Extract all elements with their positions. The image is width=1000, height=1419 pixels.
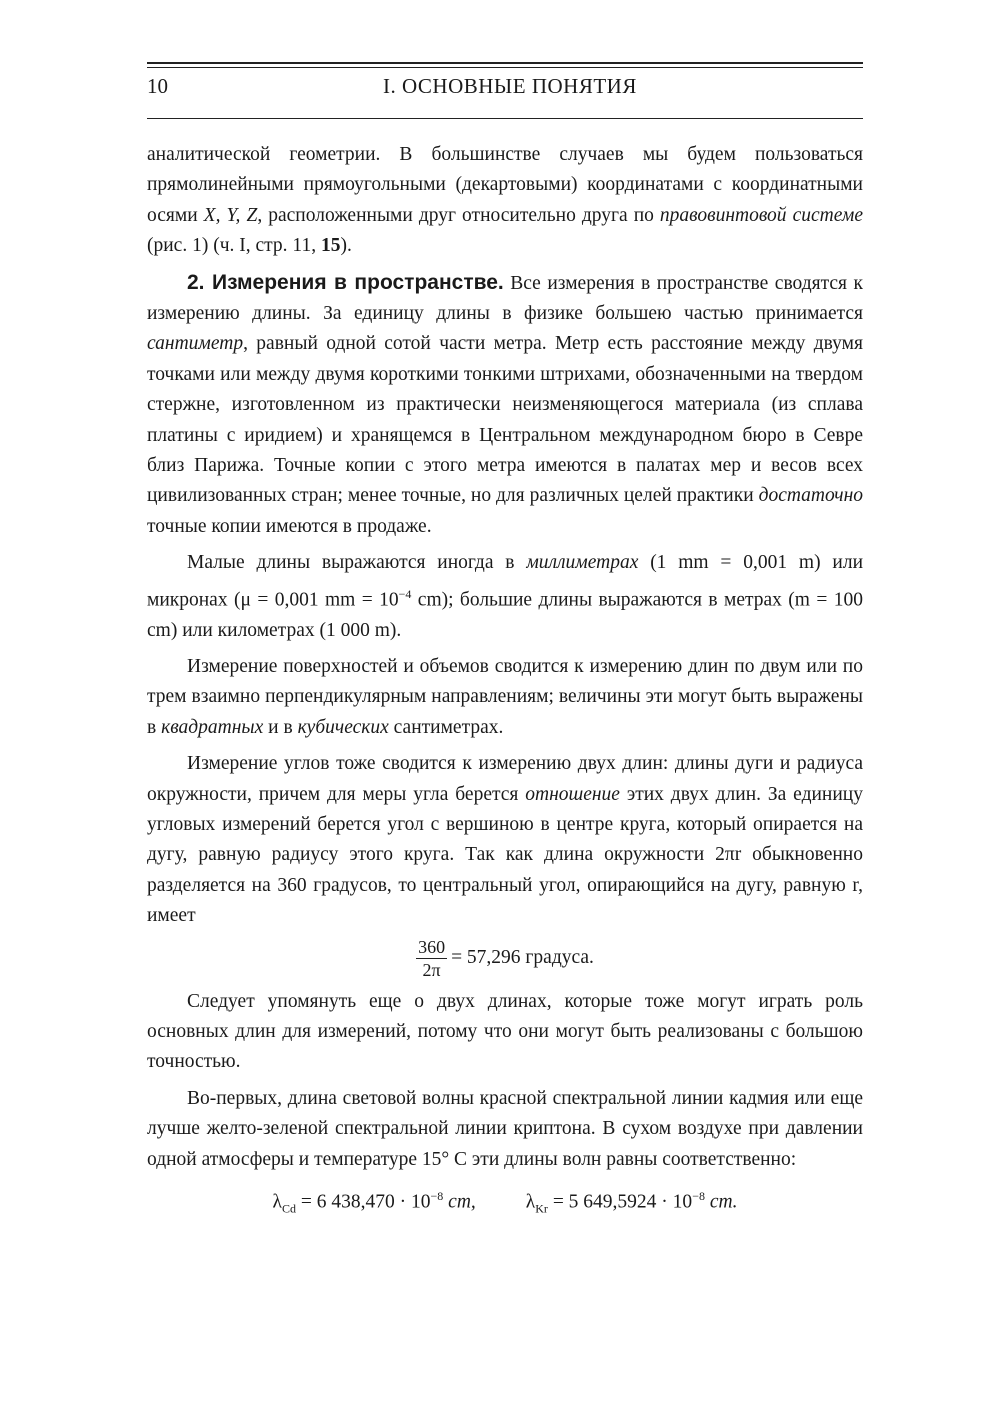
text-span: Измерение поверхностей и объемов сводится к измерению длин по двум или по трем взаимно перпендикулярным направлениям; величины эти могут быть выражены в	[147, 656, 863, 738]
header-underline	[147, 118, 863, 119]
text-span: (рис. 1) (ч. I, стр. 11,	[147, 235, 321, 257]
formula-wavelengths	[147, 1181, 863, 1224]
paragraph-6	[147, 987, 863, 1078]
page-body	[147, 140, 863, 1230]
text-span: этих двух длин. За единицу угловых измерений берется угол с вершиною в центре круга, который опирается на дугу, равную радиусу этого круга. Так как длина окружности 2πr обыкновенно разделяется на 360 градусов, то центральный угол, опирающийся на дугу, равную r, имеет	[147, 783, 863, 927]
text-span: Малые длины выражаются иногда в	[187, 552, 527, 574]
text-span: точные копии имеются в продаже.	[147, 515, 432, 537]
section-heading: 2. Измерения в пространстве.	[187, 270, 504, 294]
cd-unit: cm,	[443, 1191, 476, 1213]
text-span: Во-первых, длина световой волны красной спектральной линии кадмия или еще лучше желто-зеленой спектральной линии криптона. В сухом воздухе при давлении одной атмосферы и температуре 15° C эти длины волн равны соответственно:	[147, 1087, 863, 1170]
paragraph-2	[147, 268, 863, 543]
cd-value: = 6 438,470 · 10	[296, 1191, 431, 1213]
fraction-denominator: 2π	[422, 959, 441, 980]
paragraph-5	[147, 749, 863, 931]
axes-label: X, Y, Z	[203, 204, 258, 226]
lambda-symbol: λ	[525, 1191, 536, 1213]
text-span: Все измерения в пространстве сводятся к измерению длины. За единицу длины в физике большею частью принимается	[147, 272, 863, 325]
top-rule-thin	[147, 67, 863, 68]
paragraph-7	[147, 1084, 863, 1175]
cd-exponent: −8	[430, 1189, 444, 1204]
fraction	[416, 936, 447, 981]
emphasis: кубических	[297, 716, 389, 738]
text-span: сантиметрах.	[388, 716, 504, 738]
formula-rhs: = 57,296 градуса.	[451, 946, 594, 968]
kr-exponent: −8	[692, 1189, 705, 1204]
bold-reference: 15	[320, 235, 341, 257]
text-span: , расположенными друг относительно друга по	[257, 204, 660, 226]
page-header	[147, 74, 863, 104]
subscript-cd: Cd	[282, 1201, 297, 1216]
text-span: Следует упомянуть еще о двух длинах, которые тоже могут играть роль основных длин для измерений, потому что они могут быть реализованы с большою точностью.	[147, 990, 863, 1073]
lambda-symbol: λ	[272, 1191, 282, 1213]
paragraph-3	[147, 548, 863, 646]
text-span: Измерение углов тоже сводится к измерению двух длин: длины дуги и радиуса окружности, причем для меры угла берется	[147, 753, 863, 805]
text-span: , равный одной сотой части метра. Метр есть расстояние между двумя точками или между двумя короткими тонкими штрихами, обозначенными на твердом стержне, изготовленном из практически неизменяющегося материала (из сплава платины с иридием) и хранящемся в Центральном международном бюро в Севре близ Парижа. Точные копии с этого метра имеются в палатах мер и весов всех цивилизованных стран; менее точные, но для различных целей практики	[147, 333, 863, 507]
kr-unit: cm.	[704, 1191, 738, 1213]
emphasis: правовинтовой системе	[659, 204, 864, 226]
text-span: и в	[263, 716, 298, 738]
emphasis: миллиметрах	[526, 552, 639, 574]
running-head: I. ОСНОВНЫЕ ПОНЯТИЯ	[383, 74, 637, 98]
emphasis: достаточно	[758, 485, 863, 507]
paragraph-4	[147, 652, 863, 743]
page-number: 10	[147, 74, 168, 98]
emphasis: квадратных	[161, 716, 264, 738]
emphasis: отношение	[525, 783, 620, 805]
top-rule-thick	[147, 62, 863, 64]
formula-radian	[147, 936, 863, 981]
emphasis: сантиметр	[147, 333, 244, 355]
fraction-numerator: 360	[418, 936, 446, 957]
kr-value: = 5 649,5924 · 10	[547, 1191, 693, 1213]
text-span: аналитической геометрии. В большинстве случаев мы будем пользоваться прямолинейными прямоугольными (декартовыми) координатами с координатными осями	[147, 144, 863, 226]
paragraph-1	[147, 140, 863, 262]
text-span: ).	[340, 235, 352, 257]
text-span: (1 mm = 0,001 m) или микронах (μ = 0,001 mm = 10	[147, 552, 863, 611]
text-span: cm); большие длины выражаются в метрах (m = 100 cm) или километрах (1 000 m).	[147, 589, 863, 641]
subscript-kr: Kr	[535, 1201, 548, 1216]
superscript: −4	[398, 586, 412, 601]
